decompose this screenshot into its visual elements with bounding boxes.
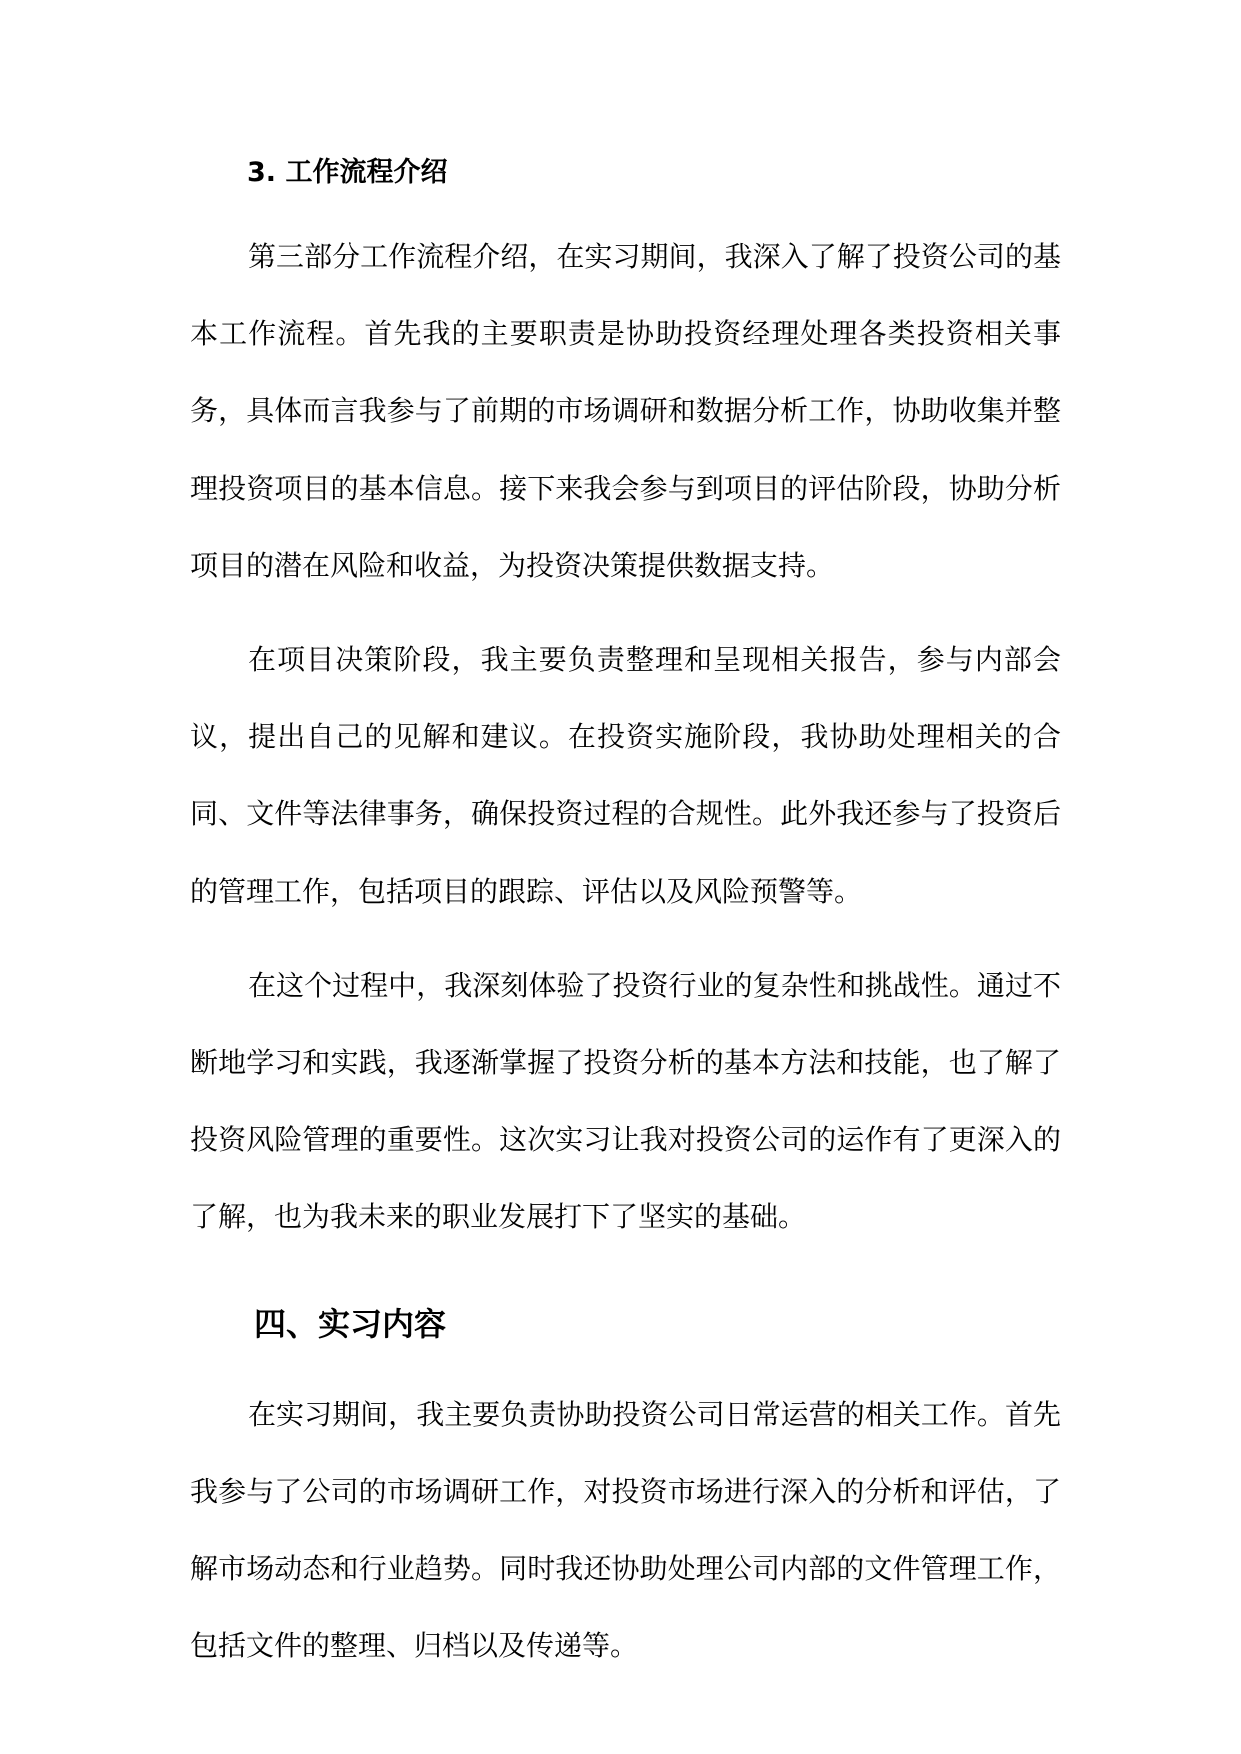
paragraph-internship-content: 在实习期间，我主要负责协助投资公司日常运营的相关工作。首先我参与了公司的市场调研工作，对投资市场进行深入的分析和评估，了解市场动态和行业趋势。同时我还协助处理公司内部的文件管理工作，包括文件的整理、归档以及传递等。 <box>190 1397 1061 1663</box>
section-heading-workflow: 3. 工作流程介绍 <box>247 157 448 188</box>
spacer <box>190 604 1061 621</box>
document-body <box>190 145 1061 1684</box>
paragraph-experience: 在这个过程中，我深刻体验了投资行业的复杂性和挑战性。通过不断地学习和实践，我逐渐掌握了投资分析的基本方法和技能，也了解了投资风险管理的重要性。这次实习让我对投资公司的运作有了更深入的了解，也为我未来的职业发展打下了坚实的基础。 <box>190 968 1061 1234</box>
spacer <box>190 1354 1061 1376</box>
spacer <box>190 930 1061 947</box>
paragraph-decision-stage: 在项目决策阶段，我主要负责整理和呈现相关报告，参与内部会议，提出自己的见解和建议。在投资实施阶段，我协助处理相关的合同、文件等法律事务，确保投资过程的合规性。此外我还参与了投资后的管理工作，包括项目的跟踪、评估以及风险预警等。 <box>190 643 1061 908</box>
chapter-heading-internship-content: 四、实习内容 <box>254 1304 447 1343</box>
spacer <box>190 1256 1061 1294</box>
spacer <box>190 201 1061 218</box>
paragraph-workflow-intro: 第三部分工作流程介绍，在实习期间，我深入了解了投资公司的基本工作流程。首先我的主要职责是协助投资经理处理各类投资相关事务，具体而言我参与了前期的市场调研和数据分析工作，协助收集并整理投资项目的基本信息。接下来我会参与到项目的评估阶段，协助分析项目的潜在风险和收益，为投资决策提供数据支持。 <box>190 240 1061 582</box>
